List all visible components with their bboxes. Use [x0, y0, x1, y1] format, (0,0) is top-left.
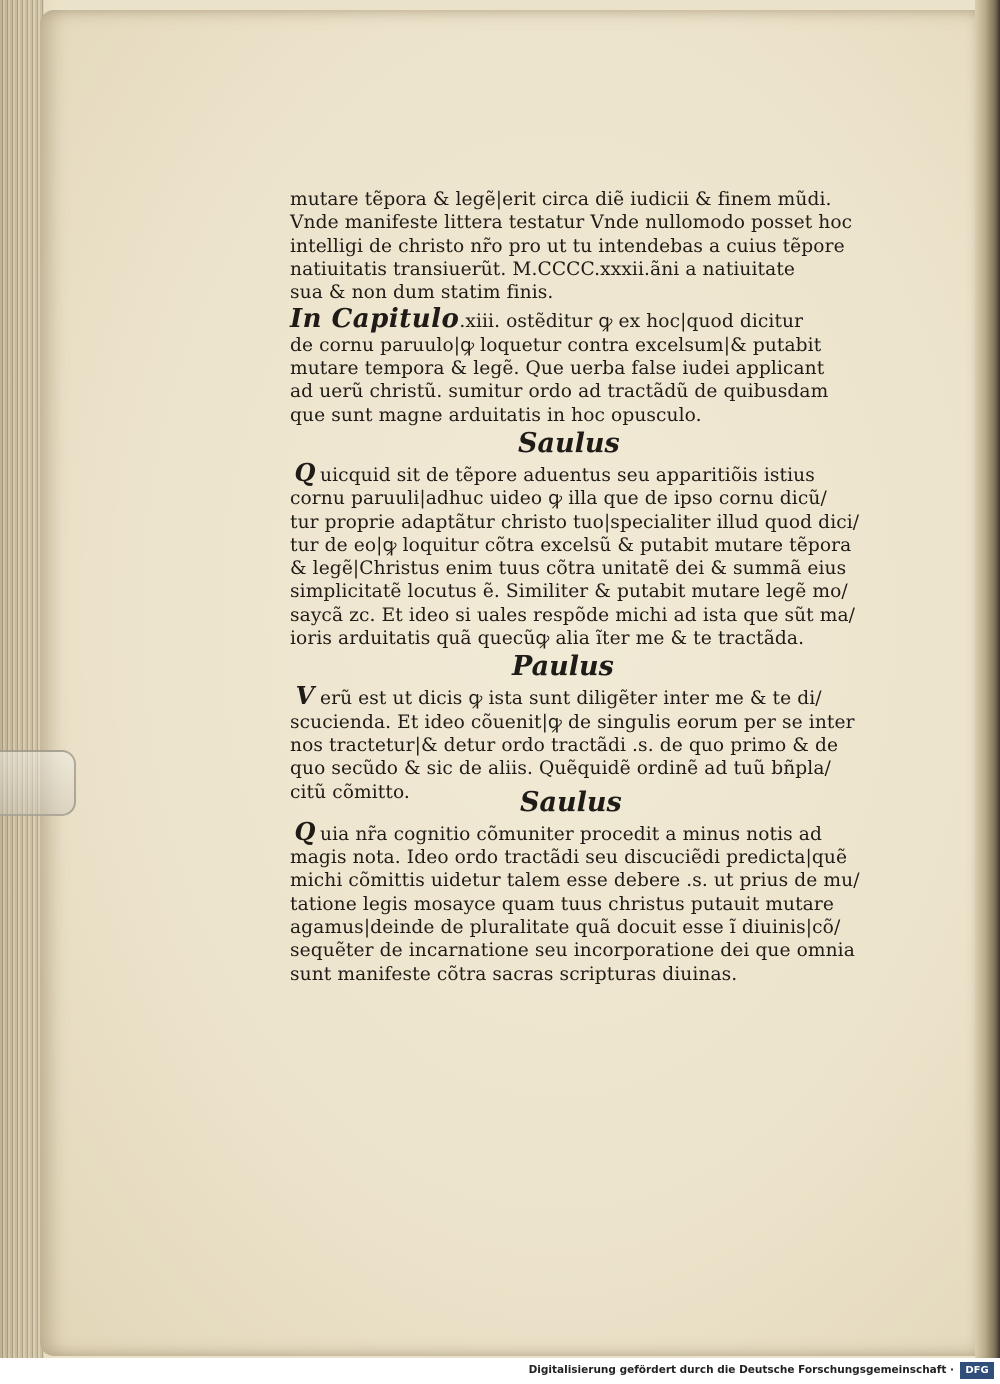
text-line: mutare tẽpora & legẽ|erit circa diẽ iudicii & finem mũdi. [290, 189, 832, 210]
chapter-heading-line [290, 304, 860, 335]
chapter-heading: In Capitulo [290, 304, 460, 335]
text-line [290, 816, 860, 846]
page-text [290, 188, 860, 986]
text-line: citũ cõmitto. [290, 781, 410, 803]
funding-credit: Digitalisierung gefördert durch die Deutsche Forschungsgemeinschaft · [528, 1364, 954, 1376]
text-line: magis nota. Ideo ordo tractãdi seu discuciẽdi predicta|quẽ [290, 847, 848, 869]
text-line: ad uerũ christũ. sumitur ordo ad tractãdũ de quibusdam [290, 381, 829, 403]
text-line: michi cõmittis uidetur talem esse debere .s. ut prius de mu/ [290, 870, 860, 892]
initial-letter: V [295, 681, 315, 711]
text-line: ioris arduitatis quã quecũꝙ alia ĩter me & te tractãda. [290, 628, 805, 650]
text-line: sequẽter de incarnatione seu incorporatione dei que omnia [290, 940, 855, 962]
text-line: scucienda. Et ideo cõuenit|ꝙ de singulis eorum per se inter [290, 711, 855, 733]
text-line: tur de eo|ꝙ loquitur cõtra excelsũ & putabit mutare tẽpora [290, 534, 852, 556]
line-text: uia nr̃a cognitio cõmuniter procedit a minus notis ad [320, 823, 822, 845]
page-edges [0, 0, 44, 1358]
text-line: agamus|deinde de pluralitate quã docuit esse ĩ diuinis|cõ/ [290, 917, 841, 939]
paragraph-saulus-1 [290, 457, 860, 650]
chapter-summary [290, 304, 860, 426]
text-line: tur proprie adaptãtur christo tuo|specialiter illud quod dici/ [290, 511, 860, 533]
dfg-logo: DFG [960, 1362, 994, 1379]
text-line [290, 457, 860, 487]
text-line: & legẽ|Christus enim tuus cõtra unitatẽ dei & summã eius [290, 558, 847, 580]
line-text: uicquid sit de tẽpore aduentus seu apparitiõis istius [320, 464, 815, 486]
text-line: natiuitatis transiuerũt. M.CCCC.xxxii.ãni a natiuitate [290, 258, 795, 280]
speaker-heading: Saulus [520, 786, 622, 818]
text-line: sua & non dum statim finis. [290, 282, 554, 304]
text-line [290, 681, 860, 711]
text-line: sunt manifeste cõtra sacras scripturas diuinas. [290, 963, 738, 985]
text-line: tatione legis mosayce quam tuus christus putauit mutare [290, 893, 834, 915]
chapter-heading-rest: .xiii. ostẽditur ꝙ ex hoc|quod dicitur [459, 311, 804, 333]
speaker-heading: Saulus [518, 427, 620, 459]
footer-bar [0, 1358, 1000, 1384]
text-line: de cornu paruulo|ꝙ loquetur contra excelsum|& putabit [290, 334, 822, 356]
text-line: simplicitatẽ locutus ẽ. Similiter & putabit mutare legẽ mo/ [290, 581, 848, 603]
paragraph-intro [290, 188, 860, 304]
text-line: Vnde manifeste littera testatur Vnde nullomodo posset hoc [290, 212, 853, 234]
text-line: que sunt magne arduitatis in hoc opusculo. [290, 404, 702, 426]
paragraph-saulus-2 [290, 816, 860, 986]
right-page-edge [975, 0, 1000, 1358]
initial-letter: Q [294, 816, 316, 846]
speaker-heading: Paulus [512, 651, 614, 683]
text-line: saycã zc. Et ideo si uales respõde michi ad ista que sũt ma/ [290, 604, 856, 626]
text-line: nos tractetur|& detur ordo tractãdi .s. de quo primo & de [290, 734, 839, 756]
text-line: mutare tempora & legẽ. Que uerba false iudei applicant [290, 358, 825, 380]
line-text: erũ est ut dicis ꝙ ista sunt diligẽter inter me & te di/ [320, 688, 822, 710]
text-line: intelligi de christo nr̃o pro ut tu intendebas a cuius tẽpore [290, 235, 845, 257]
text-line: quo secũdo & sic de aliis. Quẽquidẽ ordinẽ ad tuũ bñpla/ [290, 758, 831, 780]
text-line: cornu paruuli|adhuc uideo ꝙ illa que de ipso cornu dicũ/ [290, 488, 827, 510]
page-clip [0, 750, 76, 816]
initial-letter: Q [294, 457, 316, 487]
